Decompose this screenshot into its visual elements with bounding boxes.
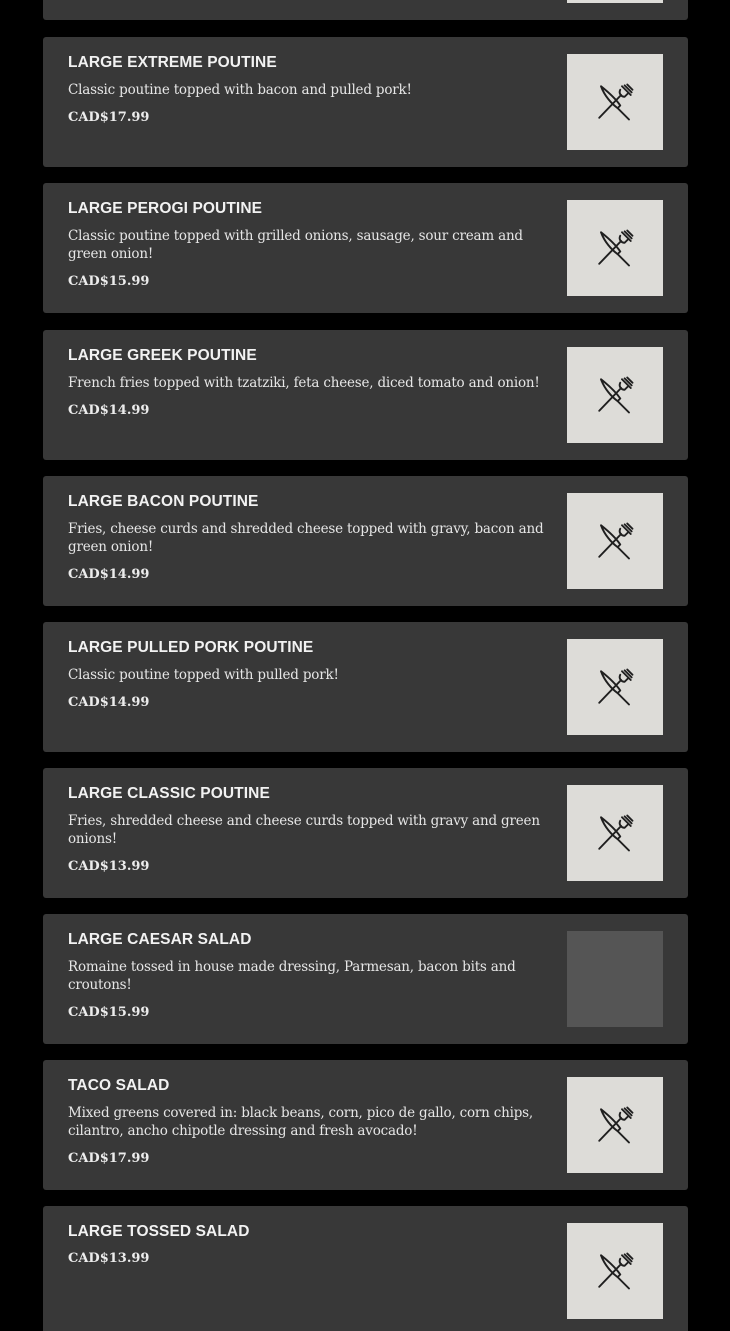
menu-item-price: CAD$14.99 — [68, 695, 150, 710]
menu-item-image — [567, 347, 663, 443]
menu-item-description: Classic poutine topped with grilled onions, sausage, sour cream and green onion! — [68, 228, 523, 262]
menu-item-name: LARGE CLASSIC POUTINE — [68, 785, 270, 802]
menu-item-info — [68, 492, 553, 584]
menu-item-name: LARGE TOSSED SALAD — [68, 1223, 250, 1240]
menu-item-image — [567, 493, 663, 589]
menu-item-image — [567, 200, 663, 296]
menu-item-price: CAD$14.99 — [68, 403, 150, 418]
menu-item-description: Classic poutine topped with bacon and pulled pork! — [68, 82, 412, 98]
menu-item-card[interactable] — [43, 476, 688, 606]
menu-item-info — [68, 784, 553, 876]
menu-item-price: CAD$17.99 — [68, 110, 150, 125]
menu-item-price: CAD$13.99 — [68, 859, 150, 874]
menu-item-name: TACO SALAD — [68, 1077, 170, 1094]
fork-knife-icon — [594, 374, 636, 416]
menu-item-price: CAD$14.99 — [68, 567, 150, 582]
menu-item-card[interactable] — [43, 622, 688, 752]
menu-item-info — [68, 53, 553, 127]
menu-item-description: Mixed greens covered in: black beans, corn, pico de gallo, corn chips, cilantro, ancho chipotle dressing and fresh avocado! — [68, 1105, 533, 1139]
menu-item-image — [567, 1077, 663, 1173]
menu-item-info — [68, 346, 553, 420]
menu-item-image — [567, 0, 663, 3]
menu-item-card[interactable] — [43, 768, 688, 898]
menu-item-card[interactable] — [43, 1206, 688, 1331]
menu-item-card[interactable] — [43, 183, 688, 313]
menu-item-info — [68, 1076, 553, 1168]
menu-item-name: LARGE EXTREME POUTINE — [68, 54, 277, 71]
menu-item-info — [68, 199, 553, 291]
menu-item-image — [567, 54, 663, 150]
menu-item-name: LARGE CAESAR SALAD — [68, 931, 252, 948]
menu-item-description: Fries, shredded cheese and cheese curds topped with gravy and green onions! — [68, 813, 540, 847]
menu-item-info — [68, 930, 553, 1022]
menu-item-price: CAD$15.99 — [68, 1005, 150, 1020]
menu-item-image — [567, 639, 663, 735]
menu-item-price: CAD$13.99 — [68, 1251, 150, 1266]
menu-item-info — [68, 638, 553, 712]
menu-item-price: CAD$15.99 — [68, 274, 150, 289]
fork-knife-icon — [594, 520, 636, 562]
menu-item-name: LARGE GREEK POUTINE — [68, 347, 257, 364]
menu-item-name: LARGE PULLED PORK POUTINE — [68, 639, 314, 656]
fork-knife-icon — [594, 81, 636, 123]
menu-item-card[interactable] — [43, 0, 688, 20]
menu-item-image — [567, 1223, 663, 1319]
fork-knife-icon — [594, 812, 636, 854]
menu-item-description: Classic poutine topped with pulled pork! — [68, 667, 339, 683]
menu-item-card[interactable] — [43, 914, 688, 1044]
menu-item-description: Romaine tossed in house made dressing, Parmesan, bacon bits and croutons! — [68, 959, 516, 993]
menu-item-info — [68, 1222, 553, 1268]
menu-item-name: LARGE BACON POUTINE — [68, 493, 259, 510]
menu-item-price: CAD$17.99 — [68, 1151, 150, 1166]
menu-item-image — [567, 785, 663, 881]
fork-knife-icon — [594, 227, 636, 269]
fork-knife-icon — [594, 666, 636, 708]
menu-item-image-placeholder — [567, 931, 663, 1027]
menu-item-card[interactable] — [43, 1060, 688, 1190]
menu-item-name: LARGE PEROGI POUTINE — [68, 200, 263, 217]
menu-item-description: French fries topped with tzatziki, feta cheese, diced tomato and onion! — [68, 375, 540, 391]
menu-item-description: Fries, cheese curds and shredded cheese topped with gravy, bacon and green onion! — [68, 521, 544, 555]
fork-knife-icon — [594, 1250, 636, 1292]
menu-item-card[interactable] — [43, 330, 688, 460]
fork-knife-icon — [594, 1104, 636, 1146]
menu-item-card[interactable] — [43, 37, 688, 167]
